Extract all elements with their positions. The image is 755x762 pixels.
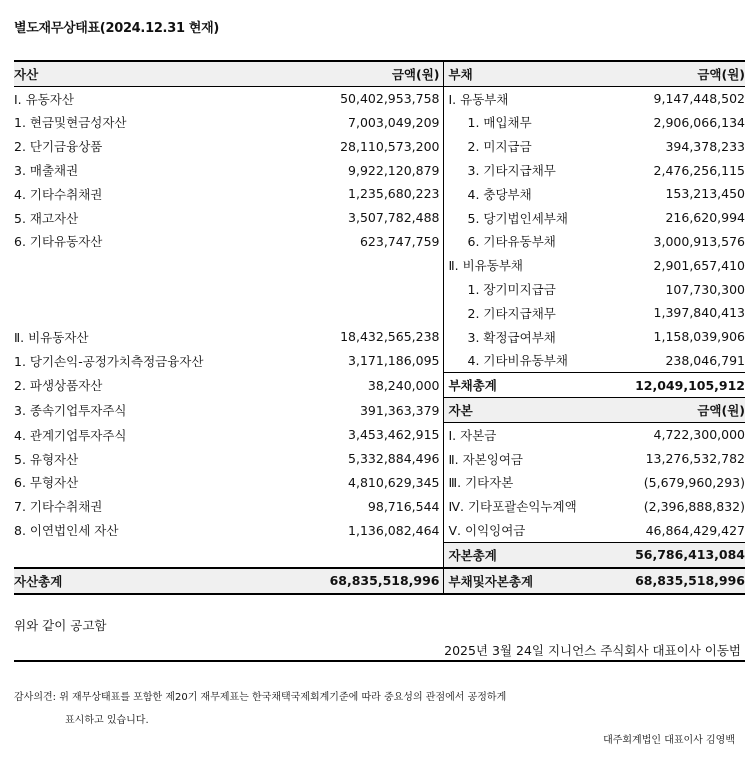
- asset-item-label: 6. 기타유동자산: [14, 234, 103, 250]
- totals-row: [14, 568, 745, 594]
- table-row: [14, 398, 745, 423]
- liability-equity-item-label: 4. 기타비유동부채: [467, 353, 568, 369]
- asset-item-label: 8. 이연법인세 자산: [14, 523, 119, 539]
- asset-item-amount: 28,110,573,200: [264, 134, 443, 158]
- liability-equity-item-amount: 46,864,429,427: [645, 522, 745, 538]
- liability-equity-item-label: 1. 매입채무: [467, 115, 532, 131]
- asset-item-label: 6. 무형자산: [14, 475, 79, 491]
- asset-item-label: 2. 파생상품자산: [14, 378, 103, 394]
- table-row: [14, 518, 745, 542]
- liability-equity-item-amount: 12,049,105,912: [609, 373, 745, 398]
- public-notice: 위와 같이 공고함: [14, 618, 107, 633]
- audit-opinion-line-1: 감사의견: 위 재무상태표를 포함한 제20기 재무제표는 한국채택국제회계기준에 따라 중요성의 관점에서 공정하게: [14, 692, 507, 703]
- liability-equity-item-label: 6. 기타유동부채: [467, 234, 556, 250]
- liability-equity-item-label: 자본: [443, 398, 609, 423]
- table-row: [14, 542, 745, 567]
- asset-item-amount: 5,332,884,496: [264, 447, 443, 471]
- table-header-row: [14, 61, 745, 86]
- liability-equity-item-label: 자본총계: [443, 542, 609, 567]
- liability-equity-item-amount: 금액(원): [609, 398, 745, 423]
- table-row: [14, 158, 745, 182]
- table-row: [14, 301, 745, 325]
- table-row: [14, 206, 745, 230]
- liability-equity-item-amount: 238,046,791: [665, 352, 745, 368]
- total-liabilities-equity-value: 68,835,518,996: [609, 568, 745, 594]
- table-row: [14, 134, 745, 158]
- table-row: [14, 471, 745, 495]
- asset-item-amount: 7,003,049,209: [264, 111, 443, 135]
- asset-item-label: 4. 관계기업투자주식: [14, 427, 127, 443]
- liability-equity-item-label: 4. 충당부채: [467, 186, 532, 202]
- liability-equity-item-amount: 3,000,913,576: [653, 233, 745, 249]
- table-row: [14, 253, 745, 277]
- liability-equity-item-label: 2. 기타지급채무: [467, 305, 556, 321]
- table-row: [14, 447, 745, 471]
- page-title: 별도재무상태표(2024.12.31 현재): [14, 21, 220, 36]
- table-row: [14, 111, 745, 135]
- asset-item-amount: 391,363,379: [264, 398, 443, 423]
- table-row: [14, 373, 745, 398]
- asset-item-label: 1. 당기손익-공정가치측정금융자산: [14, 353, 204, 369]
- assets-header: 자산: [14, 61, 264, 86]
- liability-equity-item-amount: 2,901,657,410: [653, 257, 745, 273]
- liability-equity-item-label: 부채총계: [443, 373, 609, 398]
- balance-sheet-table: [14, 60, 745, 595]
- asset-item-label: 3. 종속기업투자주식: [14, 403, 127, 419]
- total-assets-label: 자산총계: [14, 568, 264, 594]
- asset-item-amount: [264, 253, 443, 277]
- liability-equity-item-label: 5. 당기법인세부채: [467, 210, 568, 226]
- liability-equity-item-amount: 107,730,300: [665, 281, 745, 297]
- asset-item-amount: 1,136,082,464: [264, 518, 443, 542]
- divider: [14, 660, 745, 662]
- table-row: [14, 349, 745, 373]
- asset-item-label: 5. 유형자산: [14, 451, 79, 467]
- asset-item-amount: 3,171,186,095: [264, 349, 443, 373]
- auditor-signature: 대주회계법인 대표이사 김영백: [603, 735, 735, 746]
- liabilities-header: 부채: [443, 61, 609, 86]
- asset-item-label: [14, 301, 264, 325]
- liability-equity-item-amount: 1,158,039,906: [653, 329, 745, 345]
- liability-equity-item-amount: 56,786,413,084: [609, 542, 745, 567]
- asset-item-amount: [264, 277, 443, 301]
- asset-item-amount: 623,747,759: [264, 230, 443, 254]
- liabilities-amount-header: 금액(원): [609, 61, 745, 86]
- date-signature: 2025년 3월 24일 지니언스 주식회사 대표이사 이동범: [444, 643, 741, 658]
- liability-equity-item-amount: 394,378,233: [665, 138, 745, 154]
- asset-item-amount: 50,402,953,758: [264, 86, 443, 110]
- asset-item-amount: 18,432,565,238: [264, 325, 443, 349]
- liability-equity-item-amount: (2,396,888,832): [643, 498, 745, 514]
- total-liabilities-equity-label: 부채및자본총계: [443, 568, 609, 594]
- liability-equity-item-label: Ⅳ. 기타포괄손익누계액: [448, 499, 577, 515]
- liability-equity-item-label: Ⅰ. 자본금: [448, 427, 497, 443]
- liability-equity-item-amount: 2,906,066,134: [653, 114, 745, 130]
- assets-amount-header: 금액(원): [264, 61, 443, 86]
- table-row: [14, 86, 745, 110]
- asset-item-label: [14, 277, 264, 301]
- liability-equity-item-amount: 216,620,994: [665, 210, 745, 226]
- liability-equity-item-amount: (5,679,960,293): [643, 474, 745, 490]
- asset-item-label: 7. 기타수취채권: [14, 499, 103, 515]
- asset-item-label: 3. 매출채권: [14, 163, 79, 179]
- asset-item-label: [14, 253, 264, 277]
- liability-equity-item-label: Ⅰ. 유동부채: [448, 91, 509, 107]
- table-row: [14, 182, 745, 206]
- asset-item-label: 5. 재고자산: [14, 210, 79, 226]
- asset-item-label: 4. 기타수취채권: [14, 186, 103, 202]
- asset-item-label: 1. 현금및현금성자산: [14, 115, 127, 131]
- asset-item-amount: 1,235,680,223: [264, 182, 443, 206]
- liability-equity-item-label: 1. 장기미지급금: [467, 282, 556, 298]
- liability-equity-item-label: 3. 확정급여부채: [467, 329, 556, 345]
- liability-equity-item-label: Ⅲ. 기타자본: [448, 475, 514, 491]
- liability-equity-item-label: Ⅴ. 이익잉여금: [448, 523, 526, 539]
- asset-item-label: Ⅱ. 비유동자산: [14, 329, 89, 345]
- liability-equity-item-label: 3. 기타지급채무: [467, 163, 556, 179]
- table-row: [14, 277, 745, 301]
- asset-item-label: 2. 단기금융상품: [14, 139, 103, 155]
- asset-item-amount: 3,507,782,488: [264, 206, 443, 230]
- total-assets-value: 68,835,518,996: [264, 568, 443, 594]
- table-row: [14, 494, 745, 518]
- asset-item-amount: 9,922,120,879: [264, 158, 443, 182]
- liability-equity-item-label: 2. 미지급금: [467, 139, 532, 155]
- asset-item-amount: 3,453,462,915: [264, 422, 443, 446]
- liability-equity-item-amount: 2,476,256,115: [653, 162, 745, 178]
- liability-equity-item-label: Ⅱ. 자본잉여금: [448, 451, 523, 467]
- asset-item-label: Ⅰ. 유동자산: [14, 91, 74, 107]
- asset-item-amount: 38,240,000: [264, 373, 443, 398]
- liability-equity-item-amount: 1,397,840,413: [653, 305, 745, 321]
- asset-item-label: [14, 542, 264, 567]
- liability-equity-item-amount: 4,722,300,000: [653, 427, 745, 443]
- audit-opinion-line-2: 표시하고 있습니다.: [65, 715, 149, 726]
- liability-equity-item-amount: 9,147,448,502: [653, 91, 745, 107]
- asset-item-amount: 98,716,544: [264, 494, 443, 518]
- asset-item-amount: [264, 301, 443, 325]
- asset-item-amount: [264, 542, 443, 567]
- liability-equity-item-amount: 153,213,450: [665, 186, 745, 202]
- liability-equity-item-label: Ⅱ. 비유동부채: [448, 258, 523, 274]
- liability-equity-item-amount: 13,276,532,782: [645, 451, 745, 467]
- asset-item-amount: 4,810,629,345: [264, 471, 443, 495]
- table-row: [14, 230, 745, 254]
- table-row: [14, 422, 745, 446]
- table-row: [14, 325, 745, 349]
